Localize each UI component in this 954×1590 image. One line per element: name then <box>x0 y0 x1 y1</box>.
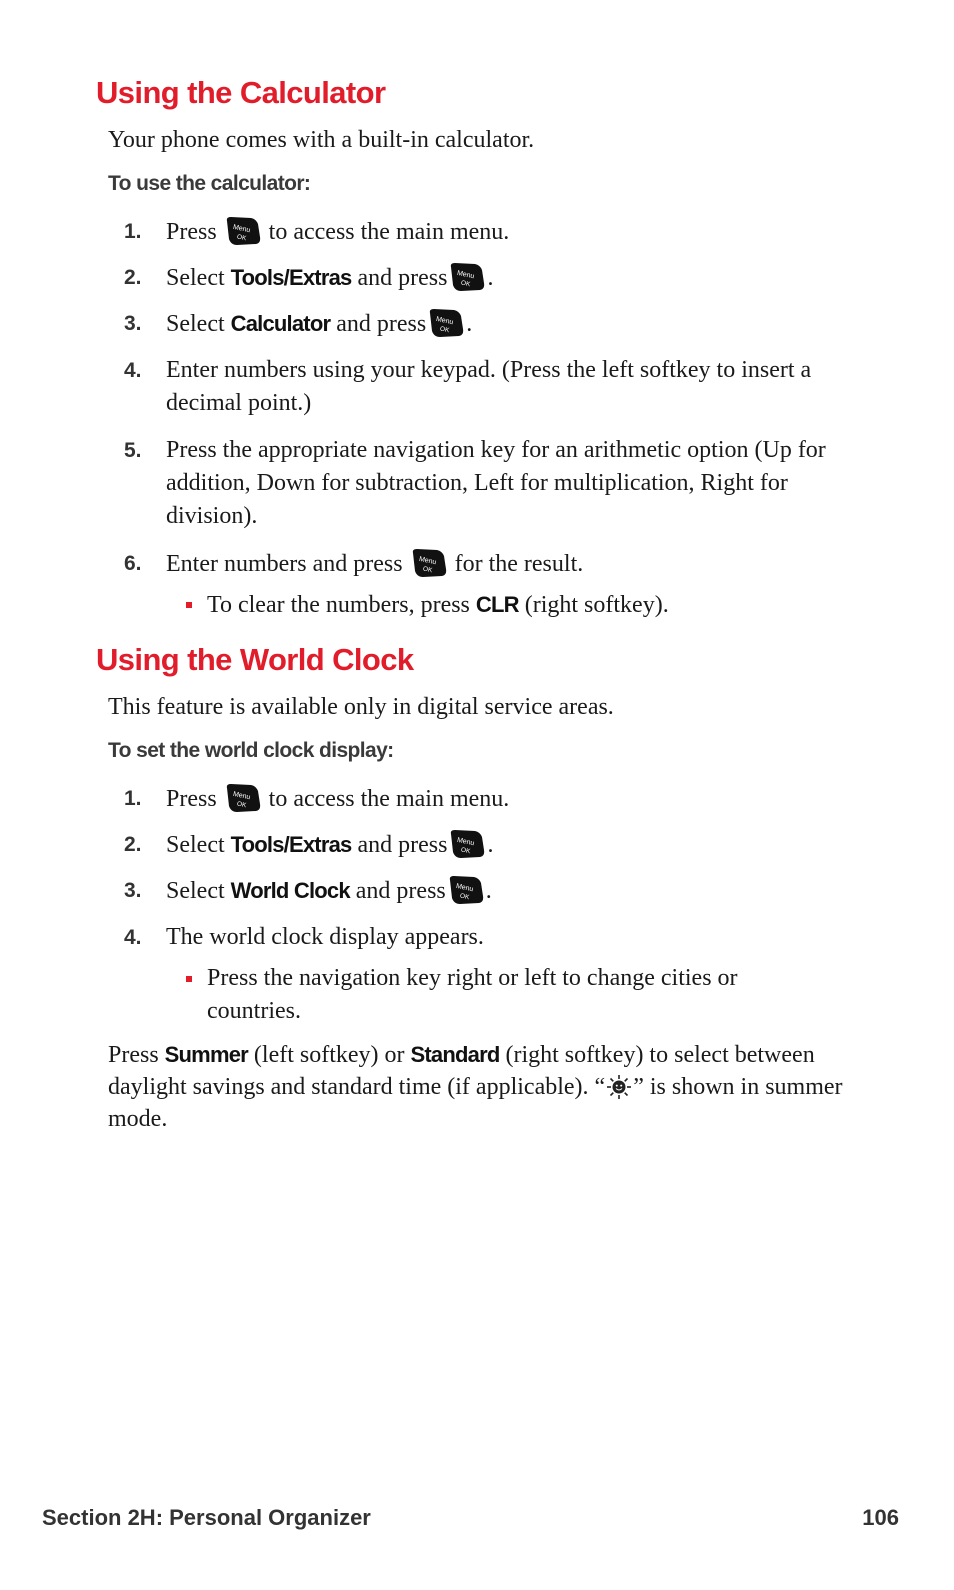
summer-sun-icon <box>606 1074 632 1100</box>
step-number: 3. <box>124 312 142 335</box>
bullet-text-part: (right softkey). <box>524 592 669 618</box>
step-text: Enter numbers using your keypad. (Press the left softkey to insert a decimal point.) <box>166 357 812 416</box>
menu-ok-key-icon <box>411 547 447 579</box>
step-text <box>166 547 856 581</box>
step-number: 1. <box>124 220 142 243</box>
step-text <box>166 874 856 908</box>
step-number: 4. <box>124 926 142 949</box>
closing-text-part: (left softkey) or <box>253 1042 405 1068</box>
step-text-part: . <box>487 832 494 858</box>
menu-ok-key-icon <box>225 782 261 814</box>
step-text-part: and press <box>357 832 448 858</box>
closing-text-part: (right softkey) to select between daylight savings and standard time (if applicable). “ <box>108 1042 815 1100</box>
step-text <box>166 307 856 341</box>
step-text-part: Press <box>166 786 217 812</box>
footer-page-number: 106 <box>862 1505 899 1530</box>
step-number: 5. <box>124 439 142 462</box>
step-text-part: Enter numbers and press <box>166 551 403 577</box>
calculator-lead-in: To use the calculator: <box>108 172 311 195</box>
softkey-summer: Summer <box>164 1042 248 1067</box>
step-text-part: for the result. <box>454 551 584 577</box>
softkey-clr: CLR <box>475 592 519 617</box>
step-text-part: . <box>487 265 494 291</box>
step-text <box>166 782 856 816</box>
menu-option-world-clock: World Clock <box>230 878 350 903</box>
step-number: 2. <box>124 833 142 856</box>
world-clock-heading: Using the World Clock <box>96 642 414 677</box>
step-text <box>166 828 856 862</box>
calculator-intro: Your phone comes with a built-in calculator. <box>108 127 535 153</box>
step-number: 4. <box>124 359 142 382</box>
footer-section-title: Section 2H: Personal Organizer <box>42 1505 371 1530</box>
bullet-text-part: To clear the numbers, press <box>207 592 470 618</box>
step-text: The world clock display appears. <box>166 924 484 950</box>
menu-ok-key-icon <box>449 261 485 293</box>
step-text-part: Select <box>166 265 225 291</box>
bullet-text <box>207 588 837 622</box>
calculator-heading: Using the Calculator <box>96 75 386 110</box>
menu-option-tools-extras: Tools/Extras <box>230 832 352 857</box>
step-text-part: . <box>485 878 492 904</box>
step-text-part: and press <box>336 311 427 337</box>
step-text-part: to access the main menu. <box>268 786 510 812</box>
step-text <box>166 215 856 249</box>
step-text <box>166 261 856 295</box>
menu-ok-key-icon <box>448 874 484 906</box>
bullet-text: Press the navigation key right or left to change cities or countries. <box>207 965 738 1024</box>
menu-ok-key-icon <box>449 828 485 860</box>
menu-ok-key-icon <box>225 215 261 247</box>
step-text-part: Press <box>166 219 217 245</box>
bullet-marker <box>186 602 192 608</box>
step-text-part: and press <box>357 265 448 291</box>
closing-text-part: ” is shown in summer mode. <box>108 1074 843 1132</box>
step-number: 1. <box>124 787 142 810</box>
step-number: 6. <box>124 552 142 575</box>
world-clock-lead-in: To set the world clock display: <box>108 739 394 762</box>
menu-ok-key-icon <box>428 307 464 339</box>
menu-option-calculator: Calculator <box>230 311 331 336</box>
step-text-part: Select <box>166 311 225 337</box>
step-text-part: . <box>466 311 473 337</box>
world-clock-intro: This feature is available only in digital service areas. <box>108 694 614 720</box>
step-number: 2. <box>124 266 142 289</box>
world-clock-closing-paragraph <box>108 1039 848 1135</box>
step-text-part: Select <box>166 878 225 904</box>
step-number: 3. <box>124 879 142 902</box>
step-text-part: to access the main menu. <box>268 219 510 245</box>
closing-text-part: Press <box>108 1042 159 1068</box>
menu-option-tools-extras: Tools/Extras <box>230 265 352 290</box>
step-text: Press the appropriate navigation key for an arithmetic option (Up for addition, Down for subtraction, Left for multiplication, Right for division). <box>166 437 826 529</box>
step-text-part: Select <box>166 832 225 858</box>
step-text-part: and press <box>355 878 446 904</box>
softkey-standard: Standard <box>410 1042 500 1067</box>
bullet-marker <box>186 976 192 982</box>
